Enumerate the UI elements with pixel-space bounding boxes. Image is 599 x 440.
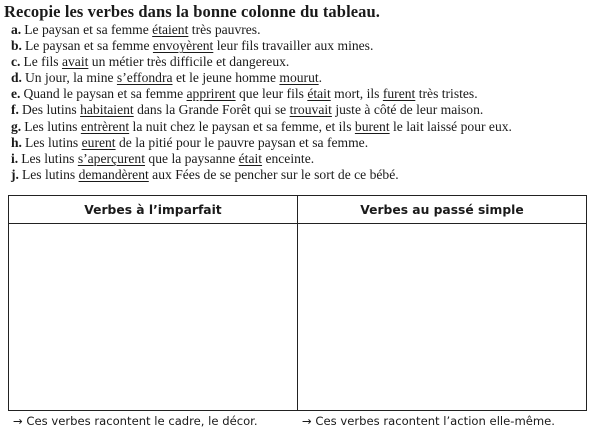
sentence-letter: e. [11, 86, 21, 102]
sentence-text: Le paysan et sa femme [24, 38, 153, 54]
sentence-letter: d. [11, 70, 22, 86]
imparfait-column-header: Verbes à l’imparfait [9, 196, 298, 224]
sentence-text: Le paysan et sa femme [24, 22, 153, 37]
underlined-verb: s’effondra [116, 70, 173, 86]
sentence-text: enceinte. [262, 150, 315, 166]
sentence-text: Des lutins [21, 102, 81, 118]
underlined-verb: était [238, 150, 263, 166]
underlined-verb: furent [382, 86, 416, 102]
underlined-verb: apprirent [186, 86, 236, 102]
sentence-text: que la paysanne [145, 150, 239, 166]
underlined-verb: eurent [81, 134, 116, 150]
sentence-text: de la pitié pour le pauvre paysan et sa femme. [115, 134, 369, 150]
sentence-letter: g. [11, 118, 22, 134]
underlined-verb: mourut [279, 70, 319, 86]
sentence-item [11, 54, 512, 70]
sentence-letter: i. [11, 150, 19, 166]
sentence-letter: j. [11, 166, 19, 182]
underlined-verb: demandèrent [78, 166, 149, 182]
sentence-text: le lait laissé pour eux. [389, 118, 512, 134]
sentence-item [11, 70, 512, 86]
sentence-text: dans la Grande Forêt qui se [133, 102, 290, 118]
imparfait-caption: → Ces verbes racontent le cadre, le décor. [13, 414, 258, 428]
sentence-text: très pauvres. [188, 22, 261, 37]
sentence-text: Les lutins [21, 150, 78, 166]
underlined-verb: s’aperçurent [77, 150, 146, 166]
passe-simple-column-header: Verbes au passé simple [298, 196, 587, 224]
sentence-item [11, 151, 512, 167]
underlined-verb: avait [61, 54, 89, 70]
sentence-item [11, 22, 512, 38]
sentence-text: la nuit chez le paysan et sa femme, et ils [129, 118, 355, 134]
sentence-letter: h. [11, 134, 22, 150]
sentence-text: . [318, 70, 323, 86]
sentence-text: Quand le paysan et sa femme [23, 86, 187, 102]
answer-table [8, 195, 587, 411]
underlined-verb: envoyèrent [152, 38, 214, 54]
sentence-text: un métier très difficile et dangereux. [88, 54, 290, 70]
sentence-text: Les lutins [24, 118, 81, 134]
sentence-letter: b. [11, 38, 22, 54]
sentence-letter: c. [11, 54, 21, 70]
sentence-text: mort, ils [330, 86, 383, 102]
sentence-item [11, 135, 512, 151]
sentence-item [11, 38, 512, 54]
sentence-text: juste à côté de leur maison. [331, 102, 484, 118]
underlined-verb: burent [354, 118, 390, 134]
passe-simple-answer-cell[interactable] [298, 224, 587, 411]
sentence-text: très tristes. [415, 86, 478, 102]
sentence-letter: a. [11, 22, 22, 37]
sentence-item [11, 86, 512, 102]
sentence-item [11, 167, 512, 183]
underlined-verb: entrèrent [80, 118, 130, 134]
imparfait-answer-cell[interactable] [9, 224, 298, 411]
sentence-item [11, 119, 512, 135]
sentence-text: Le fils [23, 54, 62, 70]
sentence-letter: f. [11, 102, 19, 118]
underlined-verb: était [307, 86, 331, 102]
sentence-text: que leur fils [235, 86, 308, 102]
sentence-text: leur fils travailler aux mines. [213, 38, 374, 54]
sentence-list [11, 22, 512, 183]
underlined-verb: étaient [152, 22, 189, 37]
passe-simple-caption: → Ces verbes racontent l’action elle-même. [302, 414, 555, 428]
underlined-verb: habitaient [80, 102, 134, 118]
exercise-title: Recopie les verbes dans la bonne colonne du tableau. [4, 2, 381, 21]
sentence-text: Les lutins [21, 166, 79, 182]
sentence-text: Les lutins [24, 134, 82, 150]
sentence-text: aux Fées de se pencher sur le sort de ce bébé. [148, 166, 399, 182]
underlined-verb: trouvait [289, 102, 332, 118]
sentence-item [11, 102, 512, 118]
sentence-text: Un jour, la mine [24, 70, 117, 86]
sentence-text: et le jeune homme [172, 70, 280, 86]
